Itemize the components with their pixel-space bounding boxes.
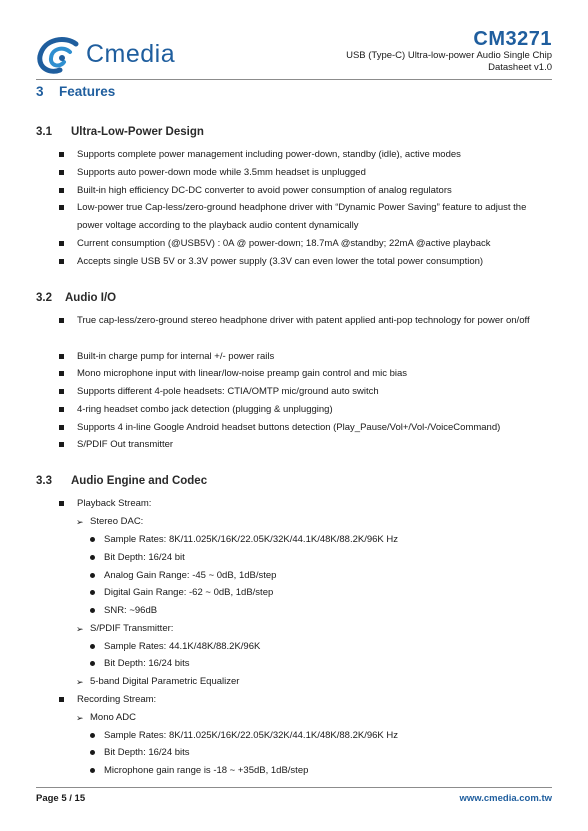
product-name: CM3271 <box>473 28 552 50</box>
header-divider <box>36 79 552 80</box>
square-bullet-icon <box>59 188 64 193</box>
square-bullet-icon <box>59 407 64 412</box>
product-subtitle: USB (Type-C) Ultra-low-power Audio Single Chip <box>346 50 552 61</box>
cmedia-swirl-icon <box>36 36 84 74</box>
square-bullet-icon <box>59 259 64 264</box>
dot-bullet-icon <box>90 573 95 578</box>
dot-bullet-icon <box>90 590 95 595</box>
square-bullet-icon <box>59 170 64 175</box>
square-bullet-icon <box>59 371 64 376</box>
page-number: Page 5 / 15 <box>36 793 86 804</box>
dot-bullet-icon <box>90 608 95 613</box>
square-bullet-icon <box>59 425 64 430</box>
doc-version: Datasheet v1.0 <box>488 61 552 73</box>
website-link[interactable]: www.cmedia.com.tw <box>459 793 552 804</box>
arrow-bullet-icon: ➢ <box>76 624 84 634</box>
brand-name: Cmedia <box>86 40 176 68</box>
square-bullet-icon <box>59 697 64 702</box>
subsection-3-2-heading <box>36 292 116 304</box>
cmedia-logo <box>36 36 186 74</box>
arrow-bullet-icon: ➢ <box>76 677 84 687</box>
page-header <box>0 0 588 80</box>
dot-bullet-icon <box>90 733 95 738</box>
section-title <box>36 84 115 99</box>
section-name: Features <box>59 84 116 99</box>
arrow-bullet-icon: ➢ <box>76 713 84 723</box>
square-bullet-icon <box>59 354 64 359</box>
header-info <box>346 28 552 73</box>
square-bullet-icon <box>59 152 64 157</box>
section-number: 3 <box>36 84 44 99</box>
subsection-number: 3.1 <box>36 126 52 138</box>
subsection-number: 3.2 <box>36 292 52 304</box>
dot-bullet-icon <box>90 750 95 755</box>
square-bullet-icon <box>59 501 64 506</box>
dot-bullet-icon <box>90 768 95 773</box>
square-bullet-icon <box>59 241 64 246</box>
footer-divider <box>36 787 552 788</box>
subsection-3-1-heading <box>36 126 204 138</box>
subsection-title: Audio I/O <box>65 292 117 304</box>
subsection-number: 3.3 <box>36 475 52 487</box>
subsection-title: Audio Engine and Codec <box>71 475 208 487</box>
square-bullet-icon <box>59 318 64 323</box>
dot-bullet-icon <box>90 661 95 666</box>
arrow-bullet-icon: ➢ <box>76 517 84 527</box>
square-bullet-icon <box>59 205 64 210</box>
subsection-3-3-heading <box>36 475 207 487</box>
subsection-title: Ultra-Low-Power Design <box>71 126 204 138</box>
dot-bullet-icon <box>90 537 95 542</box>
square-bullet-icon <box>59 442 64 447</box>
dot-bullet-icon <box>90 555 95 560</box>
square-bullet-icon <box>59 389 64 394</box>
dot-bullet-icon <box>90 644 95 649</box>
